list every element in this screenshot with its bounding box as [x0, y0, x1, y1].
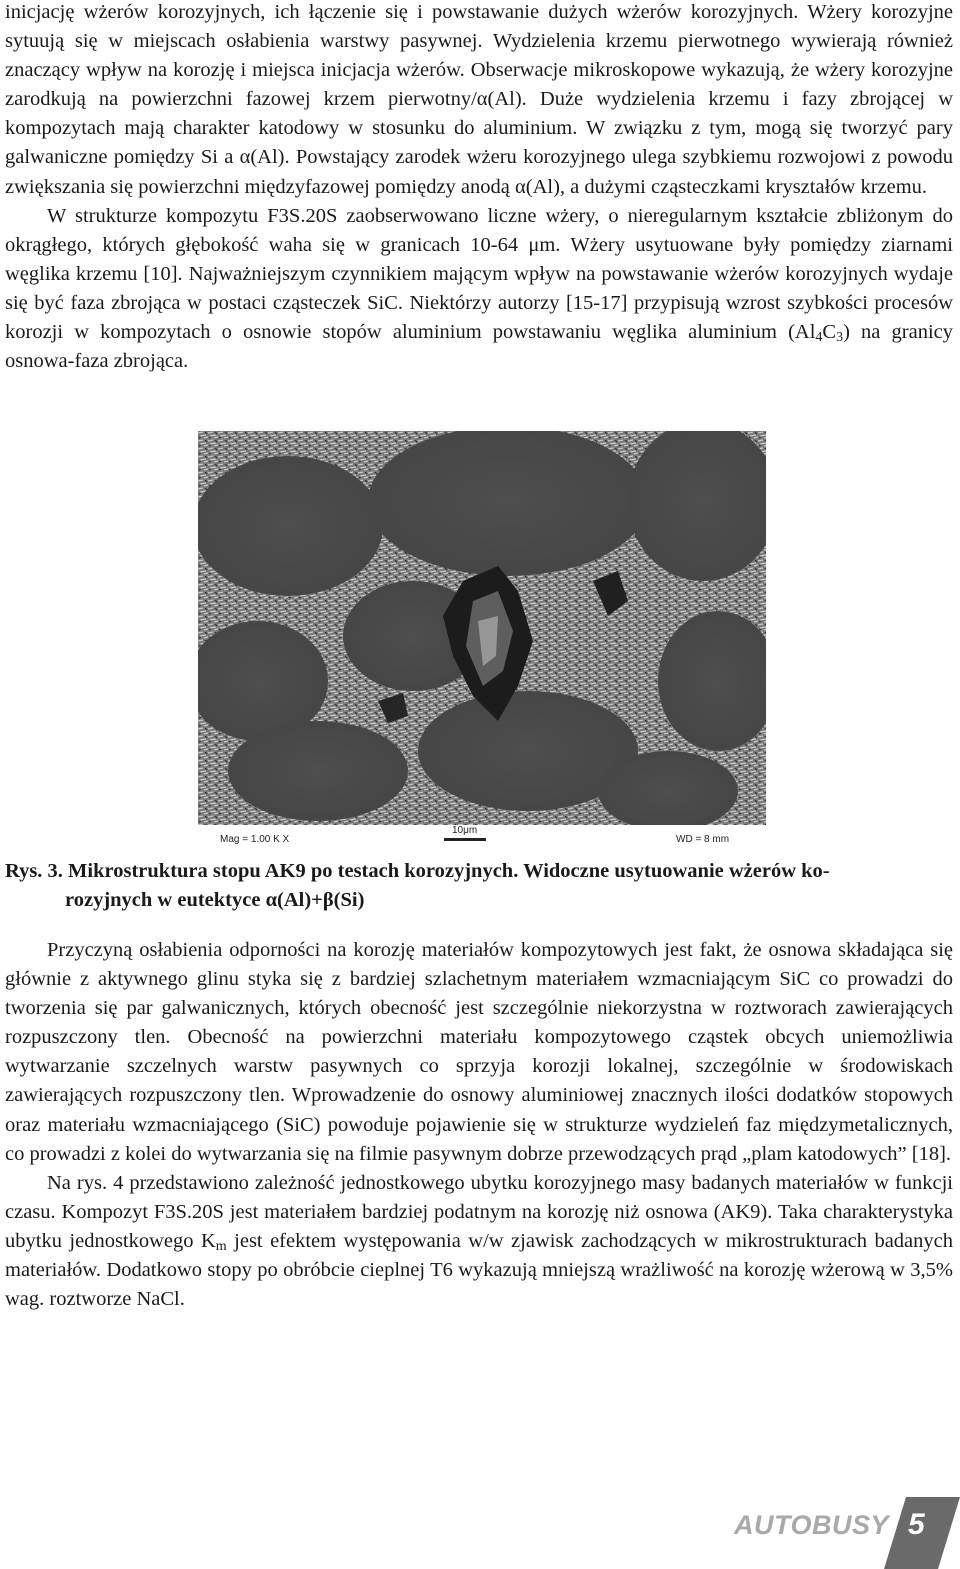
paragraph-line: inicjację wżerów korozyjnych, ich łączenie się i powstawanie dużych wżerów korozyjnych. Wżery korozyjne sytuują się w miejscach osłabienia warstwy pasywnej.	[5, 1, 953, 53]
journal-brand	[732, 1497, 960, 1569]
subscript: 4	[815, 330, 823, 346]
paragraph-text: jest efektem występowania w/w zjawisk zachodzących w mikrostrukturach badanych materiałów. Dodatkowo stopy po obróbcie cieplnej T6 wykazują mniejszą wrażliwość na korozję wżerową w 3,5% wag. roztworze NaCl.	[5, 1229, 953, 1311]
paragraph-fig4	[5, 1169, 953, 1314]
magnification-label: Mag = 1.00 K X	[220, 834, 290, 845]
paragraph-text: W strukturze kompozytu F3S.20S zaobserwowano liczne wżery, o nieregularnym kształcie zbliżonym do okrągłego, których głębokość waha się w granicach 10-64 μm. Wżery usytuowane były pomiędzy ziarnami węglika krzemu [10]. Najważniejszym czynnikiem mającym wpływ na powstawanie wżerów korozyjnych wydaje się być faza zbrojąca w postaci cząsteczek SiC. Niektórzy autorzy [15-17] przypisują wzrost szybkości procesów korozji w kompozytach o osnowie stopów aluminium powstawaniu węglika aluminium (Al	[5, 204, 953, 344]
paragraph-pitting-intro	[5, 0, 953, 202]
sem-micrograph	[198, 431, 766, 855]
sem-info-bar	[198, 825, 766, 855]
caption-line: rozyjnych w eutektyce α(Al)+β(Si)	[65, 889, 365, 911]
figure-caption	[5, 857, 953, 915]
scale-label: 10μm	[452, 825, 478, 836]
top-text-block	[5, 0, 953, 376]
journal-name: AUTOBUSY	[734, 1510, 890, 1540]
paragraph-f3s	[5, 202, 953, 377]
paragraph-text: Na rys. 4 przedstawiono zależność jednostkowego ubytku korozyjnego masy badanych materiałów w funkcji czasu. Kompozyt F3S.20S jest materiałem bardziej podatnym na korozję niż osnowa (AK9). Taka charakterystyka ubytku jednostkowego K	[5, 1171, 953, 1252]
paragraph-composite-resistance: Przyczyną osłabienia odporności na korozję materiałów kompozytowych jest fakt, że osnowa składająca się głównie z aktywnego glinu styka się z bardziej szlachetnym materiałem wzmacniającym SiC co prowadzi do tworzenia się par galwanicznych, których obecność jest szczególnie niekorzystna w roztworach zawierających rozpuszczony tlen. Obecność na powierzchni materiału kompozytowego cząstek obcych uniemożliwia wytwarzanie szczelnych warstw pasywnych co sprzyja korozji lokalnej, szczególnie w środowiskach zawierających rozpuszczony tlen. Wprowadzenie do osnowy aluminiowej znacznych ilości dodatków stopowych oraz materiału wzmacniającego (SiC) powoduje pojawienie się w strukturze wydzieleń faz międzymetalicznych, co prowadzi z kolei do wytwarzania się na filmie pasywnym dobrze przewodzących prąd „plam katodowych” [18].	[5, 939, 953, 1165]
paragraph-text: ) na granicy osnowa-faza zbrojąca.	[5, 321, 953, 373]
subscript: m	[215, 1238, 227, 1254]
scale-bar	[444, 838, 486, 841]
micrograph-image	[198, 431, 766, 825]
working-distance-label: WD = 8 mm	[676, 834, 730, 845]
caption-line: Rys. 3. Mikrostruktura stopu AK9 po testach korozyjnych. Widoczne usytuowanie wżerów ko-	[5, 860, 830, 882]
paragraph-line: Wydzielenia krzemu pierwotnego wywierają również znaczący wpływ na korozję i miejsca inicjacja wżerów. Obserwacje mikroskopowe wykazują, że wżery korozyjne zarodkują na powierzchni fazowej krzem pierwotny/α(Al). Duże wydzielenia krzemu i fazy zbrojącej w kompozytach mają charakter katodowy w stosunku do aluminium. W związku z tym, mogą się tworzyć pary galwaniczne pomiędzy Si a α(Al). Powstający zarodek wżeru korozyjnego ulega szybkiemu rozwojowi z powodu zwiększania się powierzchni międzyfazowej pomiędzy anodą α(Al), a dużymi cząsteczkami kryształów krzemu.	[5, 30, 954, 198]
paragraph-text: C	[822, 321, 837, 344]
page-number: 5	[908, 1508, 925, 1541]
subscript: 3	[836, 330, 844, 346]
bottom-text-block	[5, 936, 953, 1314]
